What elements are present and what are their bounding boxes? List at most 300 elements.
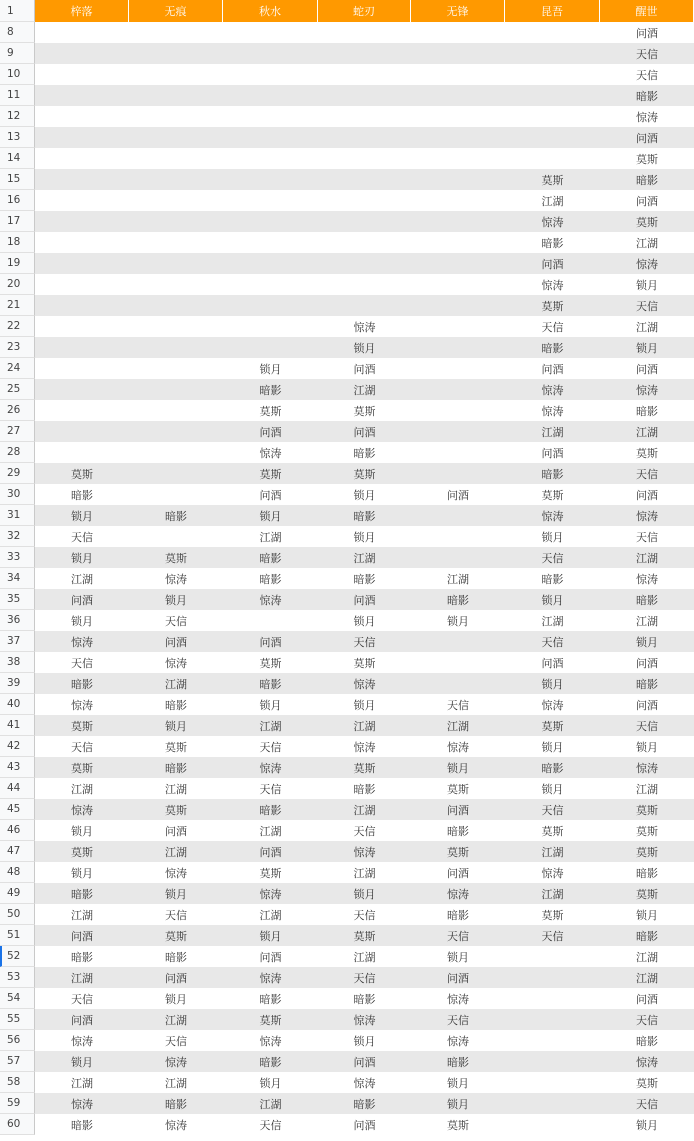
table-cell[interactable] bbox=[411, 43, 505, 64]
table-cell[interactable]: 暗影 bbox=[35, 1114, 129, 1135]
row-number[interactable]: 30 bbox=[0, 484, 35, 505]
table-cell[interactable]: 惊涛 bbox=[600, 505, 694, 526]
table-cell[interactable]: 天信 bbox=[35, 652, 129, 673]
row-number[interactable]: 52 bbox=[0, 946, 35, 967]
row-number[interactable]: 39 bbox=[0, 673, 35, 694]
row-number[interactable]: 58 bbox=[0, 1072, 35, 1093]
table-cell[interactable] bbox=[223, 127, 318, 148]
table-cell[interactable]: 锁月 bbox=[35, 820, 129, 841]
table-cell[interactable]: 莫斯 bbox=[411, 1114, 505, 1135]
table-cell[interactable]: 问酒 bbox=[505, 358, 600, 379]
row-number[interactable]: 27 bbox=[0, 421, 35, 442]
table-cell[interactable]: 莫斯 bbox=[505, 715, 600, 736]
table-cell[interactable] bbox=[129, 421, 223, 442]
table-cell[interactable] bbox=[318, 232, 411, 253]
table-cell[interactable]: 惊涛 bbox=[318, 673, 411, 694]
table-cell[interactable]: 惊涛 bbox=[223, 589, 318, 610]
table-cell[interactable]: 江湖 bbox=[35, 568, 129, 589]
table-cell[interactable] bbox=[129, 127, 223, 148]
table-cell[interactable]: 惊涛 bbox=[35, 1030, 129, 1051]
table-cell[interactable]: 暗影 bbox=[411, 820, 505, 841]
table-cell[interactable]: 莫斯 bbox=[411, 778, 505, 799]
table-cell[interactable]: 暗影 bbox=[318, 988, 411, 1009]
table-cell[interactable]: 锁月 bbox=[223, 925, 318, 946]
table-cell[interactable]: 问酒 bbox=[600, 22, 694, 43]
table-cell[interactable] bbox=[411, 358, 505, 379]
table-cell[interactable] bbox=[411, 505, 505, 526]
table-cell[interactable] bbox=[505, 946, 600, 967]
table-cell[interactable]: 锁月 bbox=[600, 274, 694, 295]
table-cell[interactable]: 暗影 bbox=[318, 1093, 411, 1114]
table-cell[interactable]: 江湖 bbox=[35, 1072, 129, 1093]
table-cell[interactable] bbox=[411, 274, 505, 295]
table-cell[interactable]: 暗影 bbox=[505, 463, 600, 484]
table-cell[interactable] bbox=[411, 379, 505, 400]
table-cell[interactable]: 暗影 bbox=[411, 1051, 505, 1072]
table-cell[interactable]: 莫斯 bbox=[223, 862, 318, 883]
row-number[interactable]: 16 bbox=[0, 190, 35, 211]
table-cell[interactable]: 惊涛 bbox=[129, 1051, 223, 1072]
table-cell[interactable]: 问酒 bbox=[223, 946, 318, 967]
table-cell[interactable]: 暗影 bbox=[35, 883, 129, 904]
table-cell[interactable]: 莫斯 bbox=[600, 148, 694, 169]
table-cell[interactable]: 江湖 bbox=[505, 883, 600, 904]
table-cell[interactable]: 问酒 bbox=[35, 1009, 129, 1030]
table-cell[interactable]: 江湖 bbox=[35, 778, 129, 799]
table-cell[interactable]: 江湖 bbox=[223, 715, 318, 736]
table-cell[interactable]: 暗影 bbox=[35, 673, 129, 694]
table-cell[interactable]: 莫斯 bbox=[223, 1009, 318, 1030]
row-number[interactable]: 31 bbox=[0, 505, 35, 526]
table-cell[interactable]: 天信 bbox=[318, 967, 411, 988]
table-cell[interactable]: 天信 bbox=[223, 778, 318, 799]
table-cell[interactable] bbox=[129, 148, 223, 169]
table-cell[interactable]: 惊涛 bbox=[600, 757, 694, 778]
table-cell[interactable]: 锁月 bbox=[318, 1030, 411, 1051]
table-cell[interactable]: 锁月 bbox=[318, 526, 411, 547]
table-cell[interactable]: 问酒 bbox=[600, 652, 694, 673]
row-number[interactable]: 18 bbox=[0, 232, 35, 253]
table-cell[interactable] bbox=[411, 22, 505, 43]
row-number[interactable]: 41 bbox=[0, 715, 35, 736]
row-number[interactable]: 17 bbox=[0, 211, 35, 232]
table-cell[interactable] bbox=[129, 274, 223, 295]
table-cell[interactable]: 锁月 bbox=[318, 694, 411, 715]
table-cell[interactable]: 莫斯 bbox=[129, 736, 223, 757]
table-cell[interactable] bbox=[223, 253, 318, 274]
table-cell[interactable]: 暗影 bbox=[505, 568, 600, 589]
table-cell[interactable]: 问酒 bbox=[223, 484, 318, 505]
table-cell[interactable]: 天信 bbox=[129, 610, 223, 631]
table-cell[interactable]: 天信 bbox=[318, 631, 411, 652]
table-cell[interactable] bbox=[411, 148, 505, 169]
table-cell[interactable]: 莫斯 bbox=[600, 799, 694, 820]
table-cell[interactable] bbox=[223, 211, 318, 232]
table-cell[interactable]: 锁月 bbox=[600, 904, 694, 925]
table-cell[interactable]: 惊涛 bbox=[505, 400, 600, 421]
table-cell[interactable] bbox=[35, 64, 129, 85]
table-cell[interactable]: 天信 bbox=[411, 1009, 505, 1030]
table-cell[interactable] bbox=[318, 274, 411, 295]
table-cell[interactable] bbox=[35, 253, 129, 274]
table-cell[interactable] bbox=[505, 967, 600, 988]
table-cell[interactable]: 暗影 bbox=[600, 85, 694, 106]
table-cell[interactable] bbox=[223, 610, 318, 631]
table-cell[interactable]: 惊涛 bbox=[223, 442, 318, 463]
table-cell[interactable]: 莫斯 bbox=[129, 547, 223, 568]
table-cell[interactable]: 莫斯 bbox=[35, 715, 129, 736]
column-header[interactable]: 梓落 bbox=[35, 0, 129, 22]
table-cell[interactable]: 暗影 bbox=[505, 337, 600, 358]
row-number[interactable]: 55 bbox=[0, 1009, 35, 1030]
table-cell[interactable] bbox=[35, 358, 129, 379]
table-cell[interactable]: 莫斯 bbox=[223, 463, 318, 484]
table-cell[interactable]: 惊涛 bbox=[505, 274, 600, 295]
table-cell[interactable]: 锁月 bbox=[318, 337, 411, 358]
table-cell[interactable]: 惊涛 bbox=[129, 568, 223, 589]
table-cell[interactable]: 莫斯 bbox=[505, 904, 600, 925]
table-cell[interactable]: 莫斯 bbox=[223, 652, 318, 673]
row-number[interactable]: 59 bbox=[0, 1093, 35, 1114]
table-cell[interactable] bbox=[505, 127, 600, 148]
table-cell[interactable] bbox=[318, 148, 411, 169]
table-cell[interactable]: 江湖 bbox=[129, 673, 223, 694]
table-cell[interactable]: 问酒 bbox=[505, 652, 600, 673]
table-cell[interactable]: 惊涛 bbox=[318, 1072, 411, 1093]
table-cell[interactable]: 锁月 bbox=[35, 547, 129, 568]
table-cell[interactable]: 江湖 bbox=[318, 379, 411, 400]
table-cell[interactable] bbox=[35, 148, 129, 169]
table-cell[interactable]: 莫斯 bbox=[35, 757, 129, 778]
table-cell[interactable] bbox=[223, 85, 318, 106]
row-number[interactable]: 57 bbox=[0, 1051, 35, 1072]
row-number[interactable]: 15 bbox=[0, 169, 35, 190]
row-number[interactable]: 60 bbox=[0, 1114, 35, 1135]
table-cell[interactable]: 暗影 bbox=[223, 547, 318, 568]
table-cell[interactable] bbox=[223, 232, 318, 253]
table-cell[interactable]: 莫斯 bbox=[600, 211, 694, 232]
column-header[interactable]: 昆吾 bbox=[505, 0, 600, 22]
table-cell[interactable]: 问酒 bbox=[129, 820, 223, 841]
table-cell[interactable]: 江湖 bbox=[600, 946, 694, 967]
table-cell[interactable]: 锁月 bbox=[600, 631, 694, 652]
row-number[interactable]: 21 bbox=[0, 295, 35, 316]
row-number[interactable]: 10 bbox=[0, 64, 35, 85]
table-cell[interactable]: 天信 bbox=[600, 526, 694, 547]
table-cell[interactable] bbox=[129, 295, 223, 316]
table-cell[interactable]: 莫斯 bbox=[600, 820, 694, 841]
table-cell[interactable]: 莫斯 bbox=[129, 925, 223, 946]
table-cell[interactable] bbox=[411, 463, 505, 484]
table-cell[interactable]: 问酒 bbox=[411, 967, 505, 988]
row-number[interactable]: 12 bbox=[0, 106, 35, 127]
table-cell[interactable]: 天信 bbox=[600, 1093, 694, 1114]
table-cell[interactable] bbox=[411, 85, 505, 106]
table-cell[interactable]: 天信 bbox=[600, 1009, 694, 1030]
table-cell[interactable]: 暗影 bbox=[223, 1051, 318, 1072]
table-cell[interactable]: 问酒 bbox=[600, 988, 694, 1009]
table-cell[interactable]: 江湖 bbox=[129, 778, 223, 799]
table-cell[interactable]: 问酒 bbox=[318, 358, 411, 379]
table-cell[interactable] bbox=[35, 22, 129, 43]
table-cell[interactable]: 莫斯 bbox=[600, 1072, 694, 1093]
table-cell[interactable]: 江湖 bbox=[129, 841, 223, 862]
table-cell[interactable] bbox=[35, 106, 129, 127]
table-cell[interactable] bbox=[411, 295, 505, 316]
row-number[interactable]: 20 bbox=[0, 274, 35, 295]
table-cell[interactable]: 问酒 bbox=[600, 694, 694, 715]
table-cell[interactable]: 天信 bbox=[411, 925, 505, 946]
table-cell[interactable]: 惊涛 bbox=[318, 316, 411, 337]
table-cell[interactable]: 莫斯 bbox=[505, 169, 600, 190]
row-number[interactable]: 37 bbox=[0, 631, 35, 652]
table-cell[interactable] bbox=[35, 442, 129, 463]
table-cell[interactable] bbox=[223, 316, 318, 337]
table-cell[interactable]: 江湖 bbox=[318, 946, 411, 967]
table-cell[interactable] bbox=[411, 631, 505, 652]
table-cell[interactable]: 暗影 bbox=[505, 232, 600, 253]
table-cell[interactable]: 锁月 bbox=[35, 862, 129, 883]
table-cell[interactable]: 江湖 bbox=[129, 1072, 223, 1093]
table-cell[interactable]: 天信 bbox=[35, 988, 129, 1009]
table-cell[interactable] bbox=[411, 652, 505, 673]
table-cell[interactable]: 问酒 bbox=[411, 799, 505, 820]
table-cell[interactable] bbox=[35, 211, 129, 232]
row-number[interactable]: 47 bbox=[0, 841, 35, 862]
table-cell[interactable]: 惊涛 bbox=[600, 568, 694, 589]
table-cell[interactable]: 暗影 bbox=[600, 169, 694, 190]
table-cell[interactable]: 惊涛 bbox=[129, 1114, 223, 1135]
table-cell[interactable]: 暗影 bbox=[223, 673, 318, 694]
table-cell[interactable]: 江湖 bbox=[600, 232, 694, 253]
table-cell[interactable]: 惊涛 bbox=[600, 1051, 694, 1072]
table-cell[interactable]: 莫斯 bbox=[600, 841, 694, 862]
table-cell[interactable] bbox=[318, 169, 411, 190]
table-cell[interactable] bbox=[35, 190, 129, 211]
table-cell[interactable]: 暗影 bbox=[505, 757, 600, 778]
table-cell[interactable] bbox=[411, 400, 505, 421]
row-number[interactable]: 28 bbox=[0, 442, 35, 463]
table-cell[interactable] bbox=[35, 337, 129, 358]
table-cell[interactable]: 莫斯 bbox=[505, 295, 600, 316]
table-cell[interactable] bbox=[505, 1093, 600, 1114]
table-cell[interactable]: 锁月 bbox=[411, 610, 505, 631]
table-cell[interactable]: 暗影 bbox=[129, 946, 223, 967]
row-number[interactable]: 43 bbox=[0, 757, 35, 778]
table-cell[interactable]: 江湖 bbox=[223, 820, 318, 841]
table-cell[interactable]: 暗影 bbox=[600, 925, 694, 946]
table-cell[interactable] bbox=[318, 253, 411, 274]
table-cell[interactable]: 问酒 bbox=[411, 862, 505, 883]
table-cell[interactable]: 天信 bbox=[129, 1030, 223, 1051]
table-cell[interactable]: 问酒 bbox=[600, 127, 694, 148]
table-cell[interactable]: 惊涛 bbox=[505, 694, 600, 715]
table-cell[interactable] bbox=[318, 211, 411, 232]
table-cell[interactable]: 莫斯 bbox=[318, 463, 411, 484]
table-cell[interactable] bbox=[129, 379, 223, 400]
table-cell[interactable]: 暗影 bbox=[223, 568, 318, 589]
table-cell[interactable]: 锁月 bbox=[318, 484, 411, 505]
table-cell[interactable] bbox=[35, 169, 129, 190]
table-cell[interactable]: 江湖 bbox=[600, 421, 694, 442]
table-cell[interactable] bbox=[505, 1051, 600, 1072]
table-cell[interactable]: 惊涛 bbox=[505, 505, 600, 526]
table-cell[interactable]: 莫斯 bbox=[505, 820, 600, 841]
table-cell[interactable] bbox=[129, 337, 223, 358]
table-cell[interactable]: 惊涛 bbox=[318, 736, 411, 757]
table-cell[interactable]: 江湖 bbox=[318, 799, 411, 820]
row-number[interactable]: 13 bbox=[0, 127, 35, 148]
table-cell[interactable]: 江湖 bbox=[505, 190, 600, 211]
table-cell[interactable]: 问酒 bbox=[600, 190, 694, 211]
table-cell[interactable] bbox=[411, 673, 505, 694]
table-cell[interactable] bbox=[411, 190, 505, 211]
table-cell[interactable] bbox=[129, 85, 223, 106]
table-cell[interactable]: 暗影 bbox=[411, 904, 505, 925]
table-cell[interactable] bbox=[35, 379, 129, 400]
table-cell[interactable]: 天信 bbox=[600, 715, 694, 736]
table-cell[interactable] bbox=[411, 253, 505, 274]
table-cell[interactable]: 锁月 bbox=[505, 736, 600, 757]
table-cell[interactable]: 暗影 bbox=[318, 778, 411, 799]
table-cell[interactable] bbox=[129, 484, 223, 505]
table-cell[interactable]: 锁月 bbox=[129, 589, 223, 610]
table-cell[interactable] bbox=[411, 211, 505, 232]
table-cell[interactable] bbox=[223, 43, 318, 64]
table-cell[interactable] bbox=[411, 421, 505, 442]
table-cell[interactable]: 锁月 bbox=[223, 505, 318, 526]
table-cell[interactable]: 问酒 bbox=[505, 442, 600, 463]
table-cell[interactable] bbox=[411, 442, 505, 463]
table-cell[interactable]: 天信 bbox=[35, 526, 129, 547]
table-cell[interactable]: 锁月 bbox=[129, 883, 223, 904]
table-cell[interactable]: 江湖 bbox=[223, 904, 318, 925]
table-cell[interactable]: 天信 bbox=[600, 43, 694, 64]
row-number[interactable]: 11 bbox=[0, 85, 35, 106]
table-cell[interactable]: 惊涛 bbox=[35, 631, 129, 652]
table-cell[interactable]: 惊涛 bbox=[600, 106, 694, 127]
table-cell[interactable] bbox=[129, 526, 223, 547]
table-cell[interactable]: 暗影 bbox=[600, 1030, 694, 1051]
table-cell[interactable]: 惊涛 bbox=[223, 967, 318, 988]
table-cell[interactable]: 江湖 bbox=[35, 967, 129, 988]
table-cell[interactable]: 暗影 bbox=[318, 568, 411, 589]
table-cell[interactable]: 惊涛 bbox=[318, 841, 411, 862]
table-cell[interactable] bbox=[129, 463, 223, 484]
table-cell[interactable]: 问酒 bbox=[318, 1051, 411, 1072]
table-cell[interactable]: 莫斯 bbox=[411, 841, 505, 862]
table-cell[interactable]: 江湖 bbox=[600, 316, 694, 337]
row-number[interactable]: 33 bbox=[0, 547, 35, 568]
row-number[interactable]: 42 bbox=[0, 736, 35, 757]
table-cell[interactable]: 天信 bbox=[600, 463, 694, 484]
table-cell[interactable]: 惊涛 bbox=[600, 253, 694, 274]
table-cell[interactable]: 惊涛 bbox=[411, 736, 505, 757]
table-cell[interactable]: 天信 bbox=[35, 736, 129, 757]
table-cell[interactable]: 锁月 bbox=[35, 505, 129, 526]
table-cell[interactable]: 锁月 bbox=[35, 1051, 129, 1072]
row-number[interactable]: 14 bbox=[0, 148, 35, 169]
table-cell[interactable]: 锁月 bbox=[600, 337, 694, 358]
table-cell[interactable]: 暗影 bbox=[318, 505, 411, 526]
table-cell[interactable]: 江湖 bbox=[318, 547, 411, 568]
table-cell[interactable]: 天信 bbox=[505, 631, 600, 652]
table-cell[interactable] bbox=[129, 358, 223, 379]
table-cell[interactable] bbox=[223, 274, 318, 295]
table-cell[interactable]: 天信 bbox=[223, 736, 318, 757]
row-number[interactable]: 35 bbox=[0, 589, 35, 610]
table-cell[interactable]: 锁月 bbox=[505, 778, 600, 799]
table-cell[interactable]: 暗影 bbox=[223, 988, 318, 1009]
table-cell[interactable]: 天信 bbox=[505, 925, 600, 946]
table-cell[interactable]: 江湖 bbox=[411, 568, 505, 589]
table-cell[interactable]: 锁月 bbox=[600, 1114, 694, 1135]
table-cell[interactable]: 惊涛 bbox=[411, 883, 505, 904]
table-cell[interactable] bbox=[411, 547, 505, 568]
row-number[interactable]: 56 bbox=[0, 1030, 35, 1051]
table-cell[interactable]: 暗影 bbox=[35, 484, 129, 505]
table-cell[interactable]: 惊涛 bbox=[505, 379, 600, 400]
table-cell[interactable]: 莫斯 bbox=[223, 400, 318, 421]
table-cell[interactable] bbox=[223, 190, 318, 211]
row-number[interactable]: 45 bbox=[0, 799, 35, 820]
table-cell[interactable]: 莫斯 bbox=[35, 841, 129, 862]
row-number[interactable]: 53 bbox=[0, 967, 35, 988]
table-cell[interactable] bbox=[35, 316, 129, 337]
table-cell[interactable] bbox=[318, 85, 411, 106]
row-number[interactable]: 32 bbox=[0, 526, 35, 547]
row-number[interactable]: 50 bbox=[0, 904, 35, 925]
table-cell[interactable]: 惊涛 bbox=[35, 799, 129, 820]
table-cell[interactable]: 江湖 bbox=[505, 421, 600, 442]
row-number[interactable]: 23 bbox=[0, 337, 35, 358]
table-cell[interactable] bbox=[35, 295, 129, 316]
table-cell[interactable] bbox=[129, 64, 223, 85]
table-cell[interactable] bbox=[505, 1030, 600, 1051]
row-number[interactable]: 49 bbox=[0, 883, 35, 904]
table-cell[interactable]: 天信 bbox=[223, 1114, 318, 1135]
table-cell[interactable] bbox=[318, 43, 411, 64]
table-cell[interactable]: 问酒 bbox=[223, 841, 318, 862]
table-cell[interactable]: 惊涛 bbox=[35, 1093, 129, 1114]
table-cell[interactable]: 江湖 bbox=[505, 841, 600, 862]
table-cell[interactable]: 暗影 bbox=[129, 694, 223, 715]
table-cell[interactable]: 问酒 bbox=[318, 589, 411, 610]
table-cell[interactable]: 江湖 bbox=[129, 1009, 223, 1030]
row-number[interactable]: 1 bbox=[0, 0, 35, 22]
table-cell[interactable]: 锁月 bbox=[318, 883, 411, 904]
table-cell[interactable]: 莫斯 bbox=[35, 463, 129, 484]
table-cell[interactable]: 锁月 bbox=[411, 757, 505, 778]
table-cell[interactable] bbox=[411, 64, 505, 85]
table-cell[interactable] bbox=[411, 127, 505, 148]
row-number[interactable]: 29 bbox=[0, 463, 35, 484]
table-cell[interactable]: 江湖 bbox=[318, 862, 411, 883]
table-cell[interactable]: 问酒 bbox=[223, 421, 318, 442]
table-cell[interactable]: 暗影 bbox=[600, 862, 694, 883]
table-cell[interactable]: 天信 bbox=[318, 820, 411, 841]
column-header[interactable]: 蛇刃 bbox=[318, 0, 411, 22]
table-cell[interactable] bbox=[223, 64, 318, 85]
table-cell[interactable]: 江湖 bbox=[600, 610, 694, 631]
table-cell[interactable]: 问酒 bbox=[35, 589, 129, 610]
table-cell[interactable]: 惊涛 bbox=[223, 883, 318, 904]
table-cell[interactable] bbox=[505, 1114, 600, 1135]
table-cell[interactable]: 惊涛 bbox=[129, 652, 223, 673]
table-cell[interactable]: 暗影 bbox=[223, 799, 318, 820]
table-cell[interactable] bbox=[223, 169, 318, 190]
table-cell[interactable]: 天信 bbox=[600, 64, 694, 85]
